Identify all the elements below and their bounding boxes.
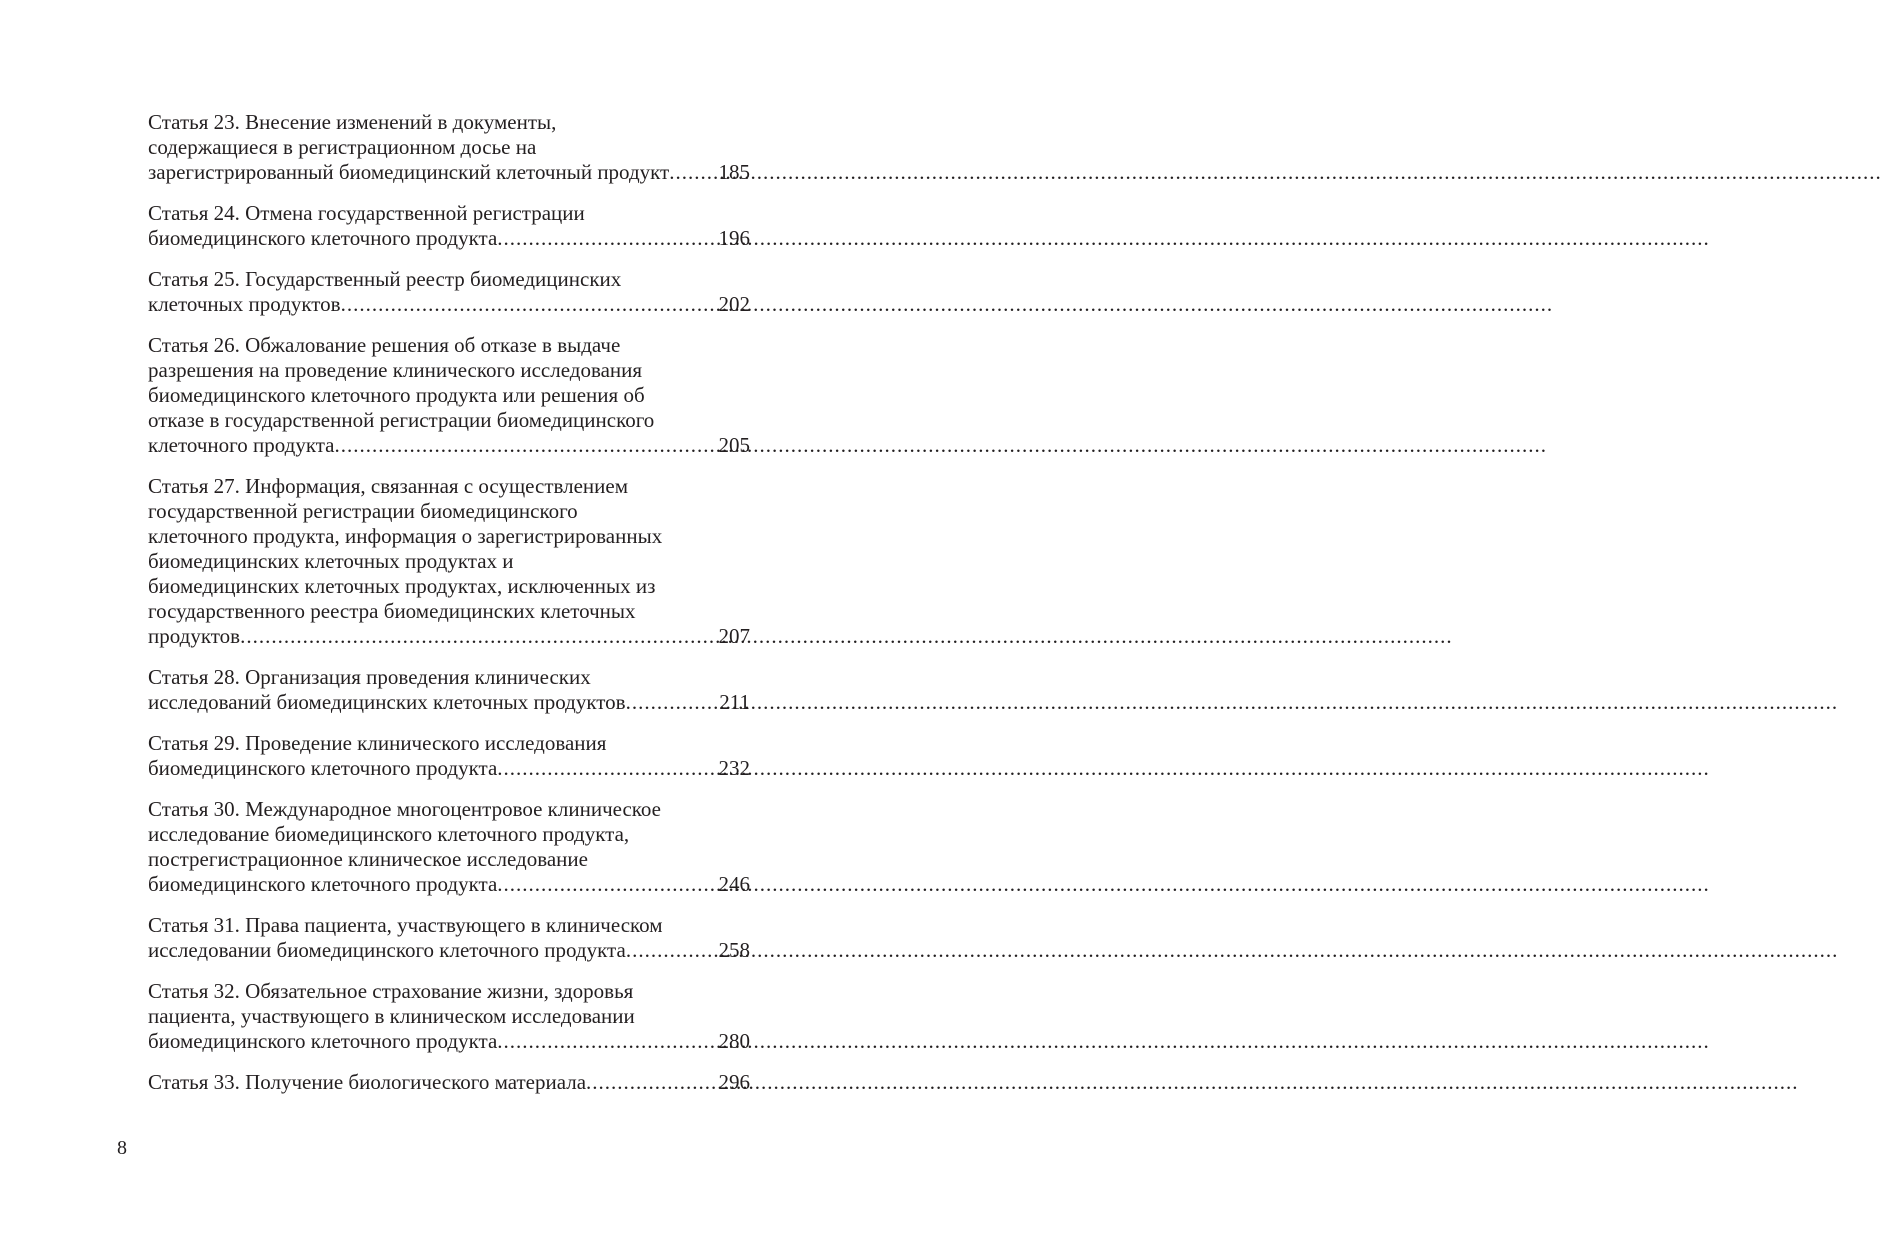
toc-entry-title-line: Статья 27. Информация, связанная с осуществлением (148, 474, 629, 498)
toc-entry-title-line: биомедицинского клеточного продукта (148, 226, 498, 250)
toc-entry[interactable] (148, 797, 750, 897)
dot-leader (497, 756, 718, 781)
dot-leader (497, 226, 718, 251)
toc-entry-title-line: Статья 26. Обжалование решения об отказе в выдаче (148, 333, 621, 357)
toc-entry-title-line: биомедицинских клеточных продуктах и (148, 549, 514, 573)
toc-entry-title-line: Статья 25. Государственный реестр биомедицинских (148, 267, 622, 291)
toc-entry-page-number[interactable]: 280 (718, 1029, 750, 1053)
toc-entry-title-line: продуктов (148, 624, 241, 648)
toc-entry-title-line: клеточного продукта, информация о зарегистрированных (148, 524, 663, 548)
toc-entry-title-line: зарегистрированный биомедицинский клеточный продукт (148, 160, 670, 184)
dot-leader (497, 1029, 718, 1054)
toc-entry[interactable] (148, 110, 750, 185)
page-number: 8 (117, 1137, 127, 1159)
toc-entry[interactable] (148, 267, 750, 317)
toc-entry-title-line: биомедицинских клеточных продуктах, исключенных из (148, 574, 656, 598)
toc-entry-title-line: Статья 28. Организация проведения клинических (148, 665, 591, 689)
toc-entry-leader-line (148, 433, 750, 458)
toc-entry-title-line: пострегистрационное клиническое исследование (148, 847, 588, 871)
table-of-contents (148, 110, 750, 1111)
toc-entry-leader-line (148, 226, 750, 251)
toc-entry-title-line: исследовании биомедицинского клеточного продукта (148, 938, 626, 962)
toc-entry-title-line: исследование биомедицинского клеточного продукта, (148, 822, 630, 846)
toc-entry-title-line: отказе в государственной регистрации биомедицинского (148, 408, 655, 432)
toc-entry[interactable] (148, 333, 750, 458)
toc-entry-leader-line (148, 756, 750, 781)
toc-entry[interactable] (148, 474, 750, 649)
toc-entry-title-line: биомедицинского клеточного продукта (148, 1029, 498, 1053)
toc-entry[interactable] (148, 1070, 750, 1095)
toc-entry[interactable] (148, 201, 750, 251)
toc-entry-title-line: государственного реестра биомедицинских клеточных (148, 599, 636, 623)
toc-entry[interactable] (148, 979, 750, 1054)
toc-entry[interactable] (148, 665, 750, 715)
toc-entry-title-line: Статья 23. Внесение изменений в документы, (148, 110, 557, 134)
toc-entry-page-number[interactable]: 232 (718, 756, 750, 780)
toc-entry-title-line: биомедицинского клеточного продукта (148, 756, 498, 780)
toc-entry-leader-line (148, 1029, 750, 1054)
toc-entry-title-line: Статья 31. Права пациента, участвующего в клиническом (148, 913, 663, 937)
toc-entry[interactable] (148, 913, 750, 963)
dot-leader (669, 160, 718, 185)
toc-entry-title-line: Статья 24. Отмена государственной регистрации (148, 201, 585, 225)
toc-entry-page-number[interactable]: 196 (718, 226, 750, 250)
dot-leader (586, 1070, 718, 1095)
toc-entry-page-number[interactable]: 185 (718, 160, 750, 184)
toc-entry-title-line: Статья 29. Проведение клинического исследования (148, 731, 607, 755)
toc-entry-title-line: государственной регистрации биомедицинского (148, 499, 578, 523)
toc-entry-page-number[interactable]: 205 (718, 433, 750, 457)
toc-entry-title-line: содержащиеся в регистрационном досье на (148, 135, 537, 159)
toc-entry-page-number[interactable]: 246 (718, 872, 750, 896)
dot-leader (341, 292, 719, 317)
dot-leader (240, 624, 718, 649)
toc-entry-leader-line (148, 1070, 750, 1095)
toc-entry-title-line: исследований биомедицинских клеточных продуктов (148, 690, 626, 714)
document-page (0, 0, 886, 1258)
toc-entry-title-line: пациента, участвующего в клиническом исследовании (148, 1004, 635, 1028)
toc-entry-title-line: разрешения на проведение клинического исследования (148, 358, 643, 382)
toc-entry-title-line: биомедицинского клеточного продукта или решения об (148, 383, 645, 407)
toc-entry-page-number[interactable]: 207 (718, 624, 750, 648)
toc-entry-leader-line (148, 292, 750, 317)
toc-entry-page-number[interactable]: 258 (718, 938, 750, 962)
toc-entry-page-number[interactable]: 211 (719, 690, 750, 714)
toc-entry-title-line: Статья 30. Международное многоцентровое клиническое (148, 797, 662, 821)
toc-entry-title-line: Статья 33. Получение биологического материала (148, 1070, 587, 1094)
dot-leader (497, 872, 718, 897)
toc-entry-leader-line (148, 938, 750, 963)
toc-entry-title-line: Статья 32. Обязательное страхование жизни, здоровья (148, 979, 634, 1003)
dot-leader (626, 938, 719, 963)
dot-leader (335, 433, 719, 458)
toc-entry-leader-line (148, 872, 750, 897)
toc-entry-leader-line (148, 160, 750, 185)
toc-entry-page-number[interactable]: 296 (718, 1070, 750, 1094)
toc-entry-title-line: клеточных продуктов (148, 292, 341, 316)
toc-entry-leader-line (148, 690, 750, 715)
toc-entry-page-number[interactable]: 202 (718, 292, 750, 316)
toc-entry[interactable] (148, 731, 750, 781)
toc-entry-title-line: клеточного продукта (148, 433, 335, 457)
toc-entry-leader-line (148, 624, 750, 649)
dot-leader (626, 690, 720, 715)
toc-entry-title-line: биомедицинского клеточного продукта (148, 872, 498, 896)
